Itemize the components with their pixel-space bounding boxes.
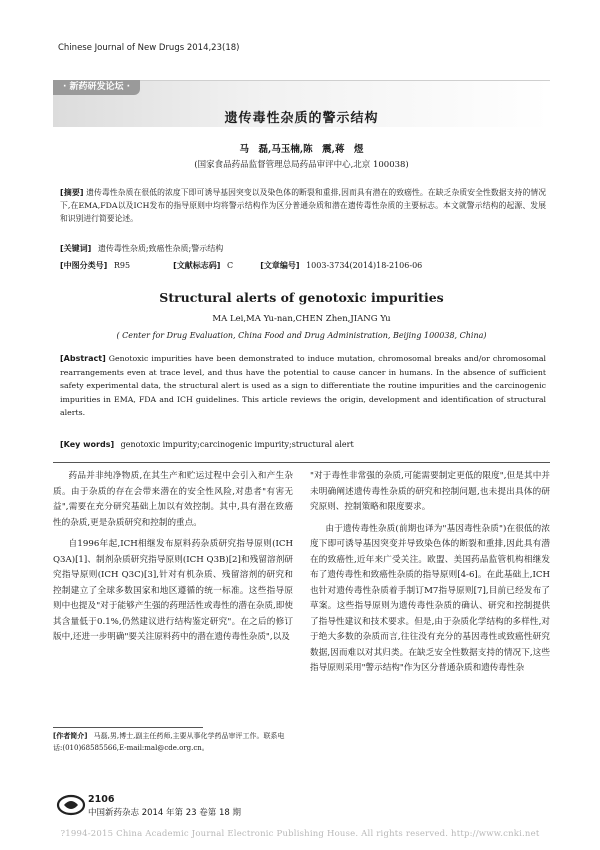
section-tag: · 新药研发论坛 ·: [53, 80, 140, 95]
paragraph: 药品并非纯净物质,在其生产和贮运过程中会引入和产生杂质。由于杂质的存在会带来潜在的安全性风险,对患者"有害无益",需要在充分研究基础上加以有效控制。其中,具有潜在致癌性的杂质,更是杂质研究和控制的重点。: [53, 471, 293, 528]
keywords-en: [60, 440, 546, 449]
abstract-cn-label: [摘要]: [60, 188, 84, 197]
authors-en: MA Lei,MA Yu-nan,CHEN Zhen,JIANG Yu: [212, 314, 391, 324]
abstract-en: [60, 352, 546, 420]
copyright-watermark: ?1994-2015 China Academic Journal Electronic Publishing House. All rights reserved. http://www.cnki.net: [60, 829, 540, 839]
footer-journal: 中国新药杂志 2014 年第 23 卷第 18 期: [88, 808, 241, 818]
paragraph: 自1996年起,ICH相继发布原料药杂质研究指导原则(ICH Q3A)[1]、制剂杂质研究指导原则(ICH Q3B)[2]和残留溶剂研究指导原则(ICH Q3C)[3],针对有机杂质、残留溶剂的研究和控制建立了全球多数国家和地区遵循的统一标准。这些指导原则中也提及"对于能够产生强的药理活性或毒性的潜在杂质,即使其含量低于0.1%,仍然建议进行结构鉴定研究"。在之后的修订版中,还进一步明确"要关注原料药中的潜在遗传毒性杂质",以及: [53, 539, 293, 642]
article-no-value: 1003-3734(2014)18-2106-06: [306, 261, 423, 270]
article-no-label: [文章编号]: [260, 261, 300, 270]
paragraph: "对于毒性非常强的杂质,可能需要制定更低的限度",但是其中并未明确阐述遗传毒性杂质的研究和控制问题,也未提出具体的研究原则、控制策略和限度要求。: [310, 471, 550, 512]
abstract-cn-text: 遗传毒性杂质在很低的浓度下即可诱导基因突变以及染色体的断裂和重排,因而具有潜在的致癌性。在缺乏杂质安全性数据支持的情况下,在EMA,FDA以及ICH发布的指导原则中均将警示结构作为区分普通杂质和潜在遗传毒性杂质的主要标志。本文就警示结构的起源、发展和识别进行简要论述。: [60, 188, 547, 223]
abstract-en-text: Genotoxic impurities have been demonstrated to induce mutation, chromosomal breaks and/or chromosomal rearrangements even at trace level, and thus have the potential to cause cancer in humans. In the absence of sufficient safety experimental data, the structural alert is used as a sign to differentiate the routine impurities and the carcinogenic impurities in EMA, FDA and ICH guidelines. This article reviews the origin, development and identification of structural alerts.: [60, 354, 546, 418]
article-title-cn: 遗传毒性杂质的警示结构: [224, 111, 379, 126]
body-right-column: [310, 469, 550, 683]
doc-code-label: [文献标志码]: [173, 261, 221, 270]
keywords-en-label: [Key words]: [60, 440, 115, 449]
running-header: Chinese Journal of New Drugs 2014,23(18): [58, 43, 240, 53]
paragraph: 由于遗传毒性杂质(前期也译为"基因毒性杂质")在很低的浓度下即可诱导基因突变并导致染色体的断裂和重排,因此具有潜在的致癌性,近年来广受关注。欧盟、美国药品监管机构相继发布了遗传毒性和致癌性杂质的指导原则[4-6]。在此基础上,ICH也针对遗传毒性杂质着手制订M7指导原则[7],目前已经发布了草案。这些指导原则为遗传毒性杂质的确认、研究和控制提供了指导性建议和技术要求。但是,由于杂质化学结构的多样性,对于绝大多数的杂质而言,往往没有充分的基因毒性或致癌性研究数据,因而难以对其归类。在缺乏安全性数据支持的情况下,这些指导原则采用"警示结构"作为区分普通杂质和遗传毒性杂: [310, 523, 550, 673]
footnote-label: [作者简介]: [53, 732, 88, 740]
affiliation-en: ( Center for Drug Evaluation, China Food and Drug Administration, Beijing 100038, China): [116, 331, 487, 340]
clc-label: [中图分类号]: [60, 261, 108, 270]
abstract-en-label: [Abstract]: [60, 354, 106, 363]
footnote-divider: [53, 727, 203, 728]
page-number: 2106: [88, 794, 115, 805]
keywords-cn: [60, 243, 546, 254]
clc-value: R95: [113, 261, 131, 270]
journal-logo-icon: [56, 792, 86, 818]
keywords-en-text: genotoxic impurity;carcinogenic impurity;structural alert: [120, 440, 354, 449]
body-left-column: [53, 469, 293, 652]
abstract-cn: [60, 186, 546, 225]
footnote-text: 马磊,男,博士,副主任药师,主要从事化学药品审评工作。联系电话:(010)68585566,E-mail:mal@cde.org.cn。: [53, 732, 285, 752]
classification-line: [60, 260, 546, 271]
authors-cn: 马 磊,马玉楠,陈 震,蒋 煜: [239, 144, 364, 155]
doc-code-value: C: [227, 261, 234, 270]
keywords-cn-label: [关键词]: [60, 244, 92, 253]
author-footnote: [53, 731, 293, 754]
article-title-en: Structural alerts of genotoxic impurities: [159, 290, 444, 305]
keywords-cn-text: 遗传毒性杂质;致癌性杂质;警示结构: [97, 244, 224, 253]
abstract-divider: [53, 462, 550, 463]
affiliation-cn: (国家食品药品监督管理总局药品审评中心,北京 100038): [194, 160, 409, 170]
